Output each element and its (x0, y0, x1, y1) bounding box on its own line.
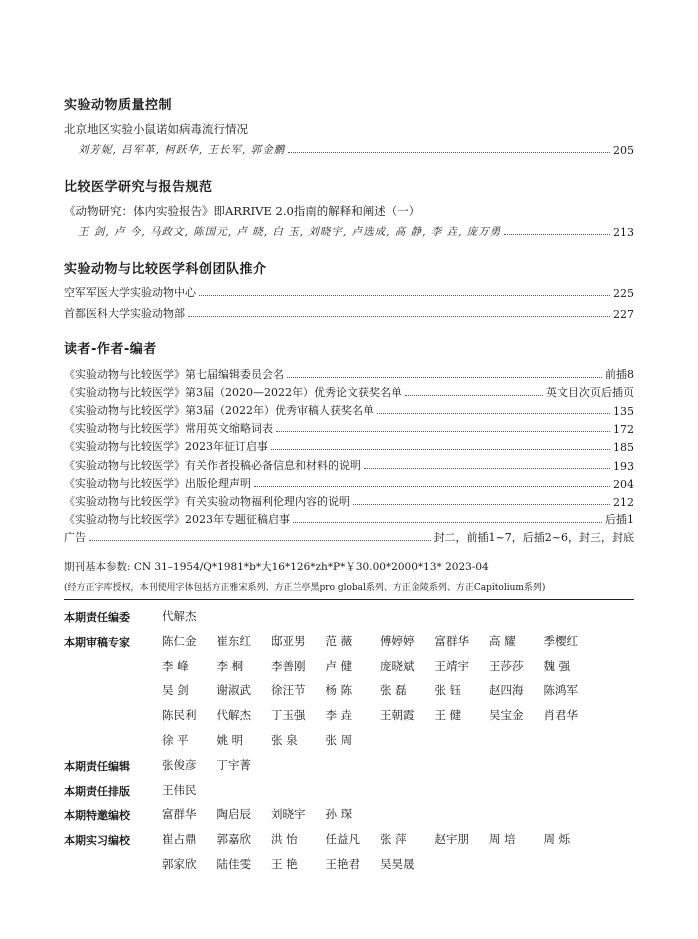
toc-entry[interactable] (64, 475, 634, 491)
leader-dots (254, 485, 610, 487)
staff-name: 徐汪节 (271, 683, 306, 698)
staff-name: 富群华 (434, 633, 469, 648)
leader-dots (377, 412, 610, 414)
leader-dots (276, 430, 610, 432)
staff-name: 张 泉 (271, 733, 298, 747)
staff-name: 王靖宇 (434, 658, 469, 673)
article-author-line (64, 224, 634, 239)
page-number: 185 (613, 441, 634, 455)
staff-name: 魏 强 (543, 658, 571, 673)
leader-dots (89, 539, 431, 541)
staff-name: 谢淑武 (216, 683, 251, 698)
section-heading: 比较医学研究与报告规范 (64, 180, 213, 195)
staff-role-label: 本期实习编校 (64, 834, 130, 848)
leader-dots (287, 376, 602, 378)
staff-name: 丁宇菁 (216, 757, 251, 772)
staff-name: 郭家欣 (162, 857, 197, 871)
section-heading: 实验动物质量控制 (64, 98, 173, 113)
leader-dots (364, 467, 610, 469)
page-number: 213 (613, 226, 634, 239)
article-title[interactable]: 《动物研究：体内实验报告》即ARRIVE 2.0指南的解释和阐述（一） (64, 204, 421, 218)
font-license-note: (经方正字库授权，本刊使用字体包括方正雅宋系列、方正兰亭黑pro global系列、方正金陵系列、方正Capitolium系列) (64, 583, 546, 593)
staff-name: 崔占鼎 (162, 832, 197, 847)
staff-name: 王朝霞 (380, 708, 415, 723)
staff-name: 王伟民 (162, 782, 197, 797)
page-number: 135 (613, 405, 634, 419)
staff-name: 周 烁 (543, 832, 571, 847)
toc-entry[interactable] (64, 366, 634, 382)
staff-name: 季樱红 (543, 633, 578, 648)
staff-name: 周 培 (489, 832, 516, 847)
staff-name: 代解杰 (216, 708, 251, 723)
toc-entry[interactable] (64, 529, 634, 545)
staff-role-label: 本期责任排版 (64, 784, 130, 798)
staff-role-label: 本期责任编委 (64, 611, 130, 624)
toc-entry[interactable] (64, 384, 634, 400)
staff-name: 陈民利 (162, 708, 197, 723)
divider (64, 599, 634, 600)
leader-dots (271, 448, 610, 450)
staff-name: 丁玉强 (271, 708, 306, 723)
journal-params: 期刊基本参数: CN 31–1954/Q*1981*b*大16*126*zh*P*￥30.00*2000*13* 2023-04 (64, 561, 489, 573)
staff-name: 吴宝金 (489, 708, 524, 723)
staff-name: 张 钰 (434, 683, 462, 698)
staff-name: 卢 健 (325, 658, 353, 673)
toc-entry[interactable] (64, 511, 634, 527)
staff-name: 郭嘉欣 (216, 832, 251, 847)
leader-dots (504, 233, 610, 235)
leader-dots (405, 394, 543, 396)
page-number: 193 (613, 459, 634, 473)
entry-label: 《实验动物与比较医学》第七届编辑委员会名 (64, 368, 284, 381)
article-title[interactable]: 北京地区实验小鼠诺如病毒流行情况 (64, 122, 248, 136)
staff-name: 张 周 (325, 733, 353, 747)
staff-name: 王 艳 (271, 857, 298, 871)
staff-role-label: 本期特邀编校 (64, 809, 130, 823)
staff-name: 杨 陈 (325, 683, 353, 698)
page-number: 封二，前插1~7，后插2~6，封三，封底 (433, 530, 634, 544)
staff-name: 吴昊晟 (380, 857, 415, 871)
staff-name: 庞晓斌 (380, 658, 415, 673)
page-number: 227 (613, 308, 634, 321)
staff-name: 崔东红 (216, 633, 251, 648)
staff-name: 王艳君 (325, 857, 360, 871)
leader-dots (353, 503, 610, 505)
page-number: 172 (613, 423, 634, 437)
staff-name: 高 耀 (489, 633, 516, 648)
toc-entry[interactable] (64, 420, 634, 436)
entry-label: 《实验动物与比较医学》有关作者投稿必备信息和材料的说明 (64, 458, 361, 472)
toc-entry[interactable] (64, 402, 634, 418)
entry-label: 空军军医大学实验动物中心 (64, 286, 196, 299)
entry-label: 《实验动物与比较医学》第3届（2022年）优秀审稿人获奖名单 (64, 404, 374, 418)
leader-dots (188, 315, 610, 317)
toc-entry[interactable] (64, 438, 634, 454)
entry-label: 《实验动物与比较医学》2023年专题征稿启事 (64, 512, 290, 526)
entry-label: 《实验动物与比较医学》第3届（2020—2022年）优秀论文获奖名单 (64, 386, 402, 400)
leader-dots (199, 294, 610, 296)
page-number: 英文目次页后插页 (546, 386, 634, 400)
staff-name: 王莎莎 (489, 658, 524, 673)
toc-entry[interactable] (64, 493, 634, 509)
page-number: 后插1 (605, 512, 634, 526)
article-author-line (64, 142, 634, 157)
staff-name: 赵四海 (489, 683, 524, 698)
staff-name: 陆佳雯 (216, 857, 251, 871)
staff-role-label: 本期责任编辑 (64, 759, 130, 773)
entry-label: 广告 (64, 530, 86, 544)
toc-entry[interactable] (64, 457, 634, 473)
staff-name: 姚 明 (216, 733, 244, 747)
staff-name: 范 薇 (325, 633, 353, 648)
entry-label: 首都医科大学实验动物部 (64, 307, 185, 320)
staff-name: 李 桐 (216, 658, 244, 673)
staff-name: 陈鸿军 (543, 683, 578, 698)
page-number: 212 (613, 495, 634, 509)
staff-name: 张 萍 (380, 832, 407, 847)
staff-name: 王 健 (434, 708, 462, 723)
staff-name: 孙 琛 (325, 807, 353, 822)
staff-name: 赵宇朋 (434, 832, 469, 847)
staff-name: 张 磊 (380, 683, 407, 698)
staff-name: 刘晓宇 (271, 807, 306, 822)
toc-entry[interactable] (64, 284, 634, 300)
article-authors: 刘芳妮, 吕军革, 柯跃华, 王长军, 郭金鹏 (78, 144, 286, 156)
entry-label: 《实验动物与比较医学》有关实验动物福利伦理内容的说明 (64, 494, 350, 508)
staff-name: 洪 怡 (271, 832, 298, 847)
staff-name: 陶启辰 (216, 807, 251, 822)
leader-dots (293, 521, 602, 523)
staff-name: 徐 平 (162, 733, 189, 747)
staff-name: 李善刚 (271, 658, 306, 673)
toc-entry[interactable] (64, 305, 634, 321)
staff-name: 李 峰 (162, 658, 189, 673)
section-heading: 读者-作者-编者 (64, 342, 157, 357)
staff-name: 傅婷婷 (380, 633, 415, 648)
staff-name: 邸亚男 (271, 633, 306, 648)
staff-name: 陈仁金 (162, 633, 197, 648)
page-number: 205 (613, 144, 634, 157)
page-number: 前插8 (605, 368, 634, 381)
entry-label: 《实验动物与比较医学》2023年征订启事 (64, 440, 268, 454)
entry-label: 《实验动物与比较医学》常用英文缩略词表 (64, 422, 273, 436)
staff-name: 李 垚 (325, 708, 353, 723)
article-authors: 王 剑, 卢 今, 马政文, 陈国元, 卢 晓, 白 玉, 刘晓宇, 卢选成, 高 静, 李 垚, 庞万勇 (78, 226, 502, 238)
page-number: 204 (613, 477, 634, 491)
leader-dots (288, 151, 610, 153)
staff-name: 富群华 (162, 807, 197, 822)
staff-name: 张俊彦 (162, 757, 197, 772)
page-number: 225 (613, 287, 634, 300)
staff-name: 代解杰 (162, 609, 197, 623)
staff-name: 肖君华 (543, 708, 578, 723)
entry-label: 《实验动物与比较医学》出版伦理声明 (64, 476, 251, 490)
section-heading: 实验动物与比较医学科创团队推介 (64, 262, 267, 277)
staff-name: 任益凡 (325, 832, 360, 847)
staff-name: 吴 剑 (162, 683, 189, 698)
staff-role-label: 本期审稿专家 (64, 635, 130, 649)
